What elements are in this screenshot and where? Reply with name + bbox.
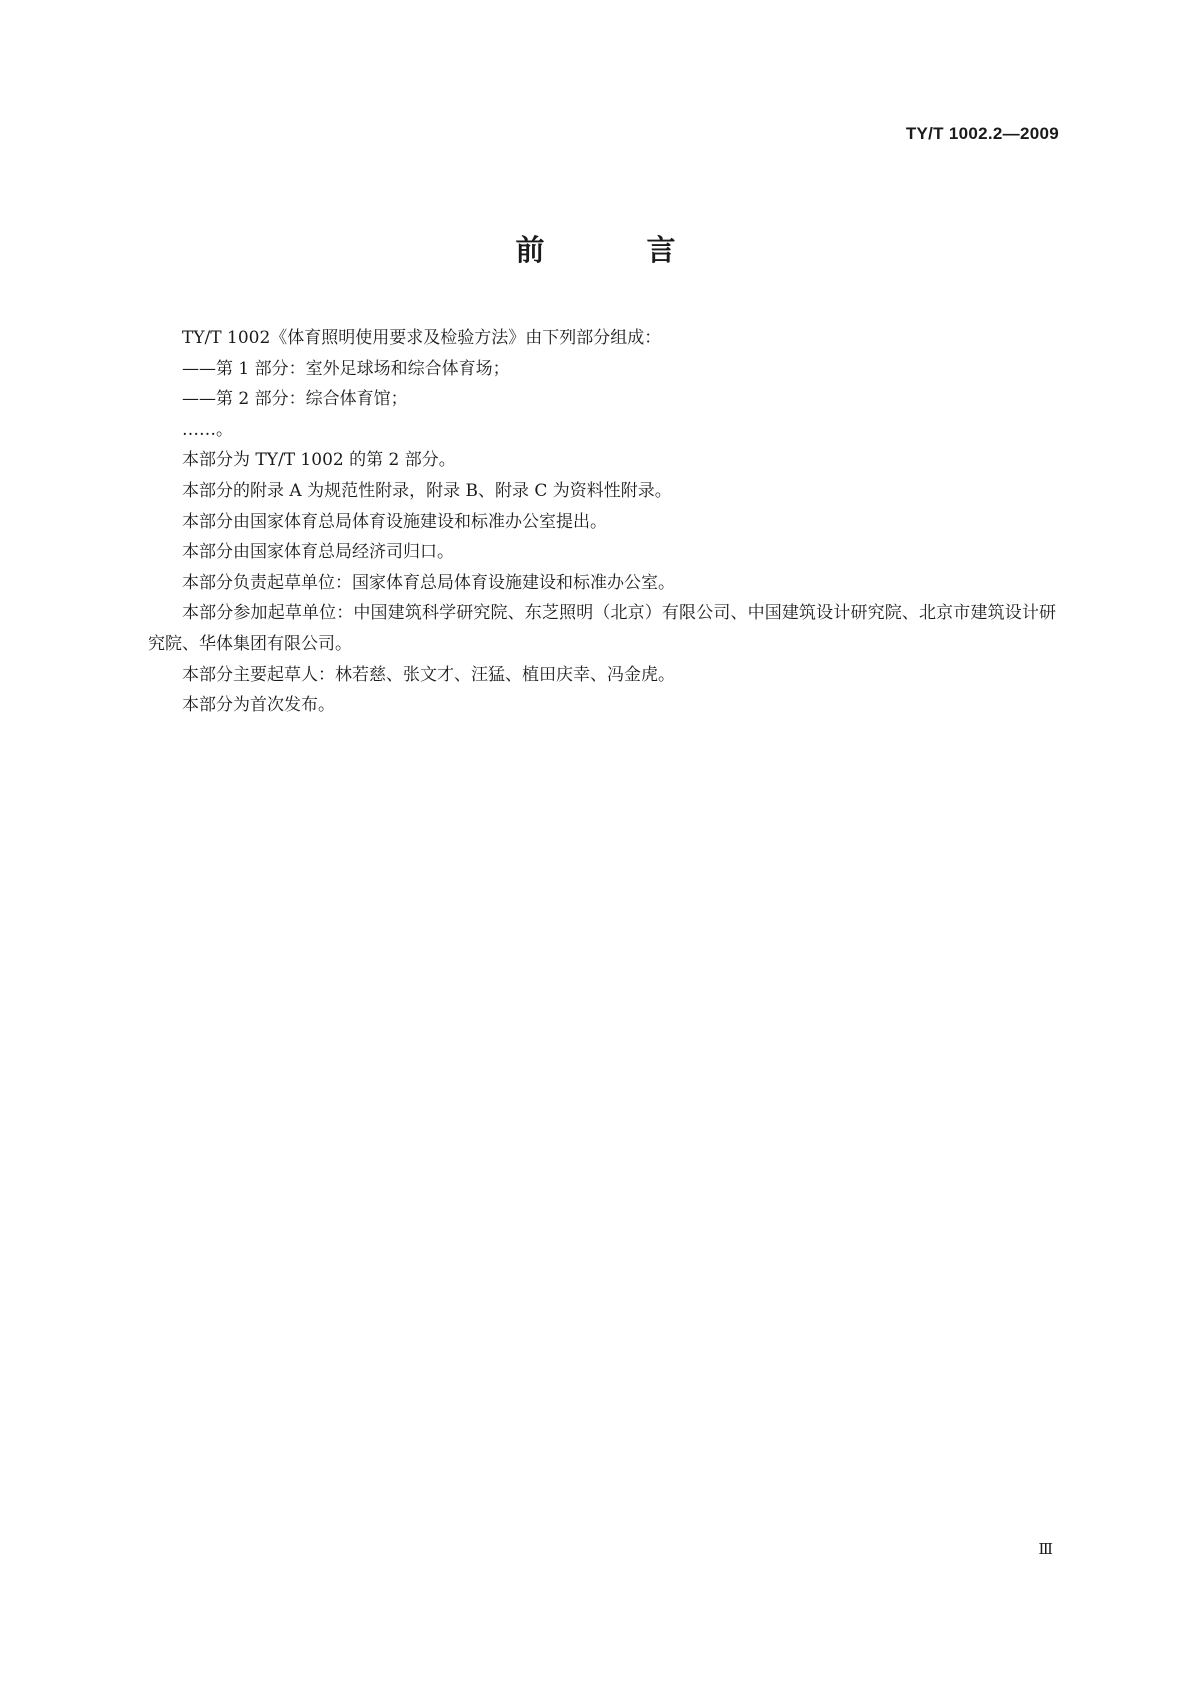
paragraph-this-part: 本部分为 TY/T 1002 的第 2 部分。 [182,450,456,471]
paragraph-proposed-by: 本部分由国家体育总局体育设施建设和标准办公室提出。 [182,511,607,532]
paragraph-first-release: 本部分为首次发布。 [182,695,335,716]
standard-code: TY/T 1002.2—2009 [905,124,1059,143]
paragraph-participating-drafters: 本部分参加起草单位：中国建筑科学研究院、东芝照明（北京）有限公司、中国建筑设计研究院、北京市建筑设计研究院、华体集团有限公司。 [148,603,1056,654]
page-number: Ⅲ [1038,1540,1053,1558]
page-title: 前 言 [515,233,722,267]
paragraph-parts-intro: TY/T 1002《体育照明使用要求及检验方法》由下列部分组成： [182,328,662,348]
paragraph-main-drafters: 本部分主要起草人：林若慈、张文才、汪猛、植田庆幸、冯金虎。 [182,664,675,685]
paragraph-part-1: ——第 1 部分：室外足球场和综合体育场； [182,358,510,379]
paragraph-annexes: 本部分的附录 A 为规范性附录，附录 B、附录 C 为资料性附录。 [182,480,672,501]
paragraph-part-2: ——第 2 部分：综合体育馆； [182,389,408,410]
paragraph-centralized-by: 本部分由国家体育总局经济司归口。 [182,542,454,563]
foreword-body [148,323,1056,721]
paragraph-ellipsis: ……。 [182,419,233,440]
paragraph-responsible-drafter: 本部分负责起草单位：国家体育总局体育设施建设和标准办公室。 [182,572,675,593]
